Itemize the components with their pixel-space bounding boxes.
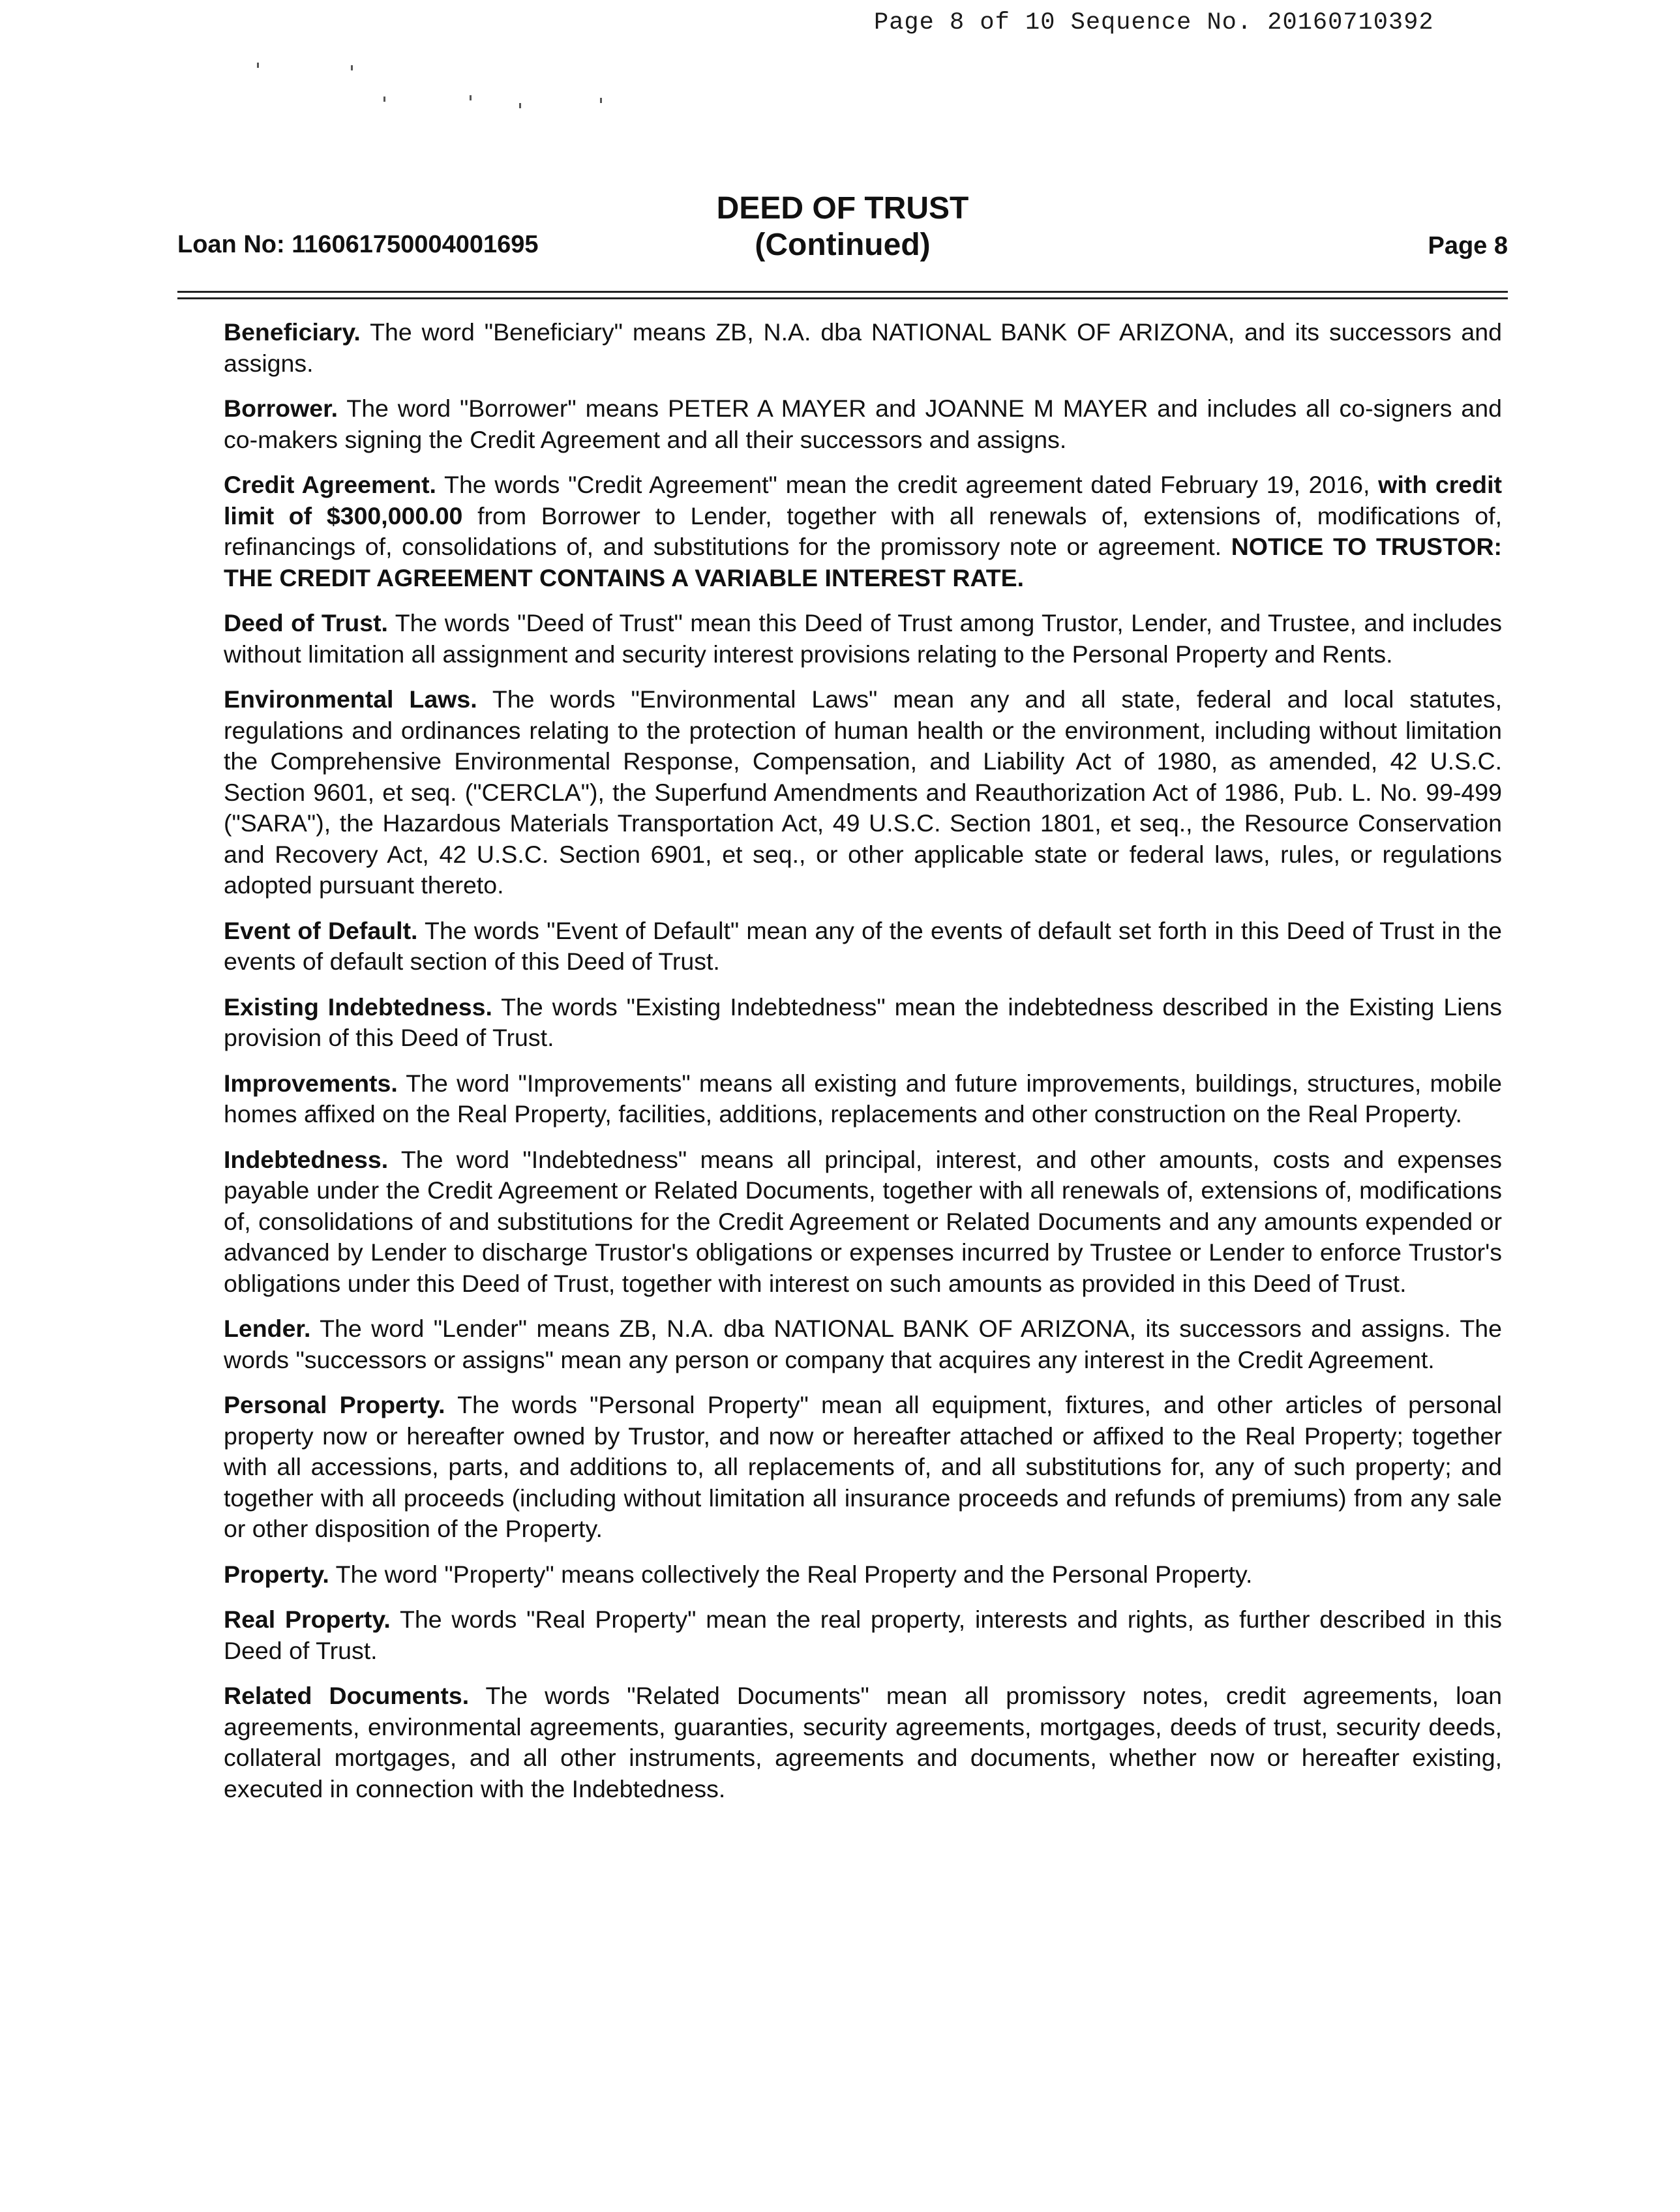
- scan-speck: [600, 98, 602, 103]
- page-number: Page 8: [1428, 232, 1508, 260]
- title: DEED OF TRUST: [716, 191, 969, 226]
- definition-real-property: [224, 1604, 1502, 1666]
- definition-property: [224, 1559, 1502, 1591]
- document-header: [177, 190, 1508, 269]
- definition-text: The words "Credit Agreement" mean the credit agreement dated February 19, 2016,: [444, 471, 1370, 498]
- definition-text: The words "Event of Default" mean any of the events of default set forth in this Deed of Trust in the events of default section of this Deed of Trust.: [224, 916, 1502, 975]
- definition-term: Beneficiary.: [224, 318, 361, 346]
- definition-text: The word "Lender" means ZB, N.A. dba NATIONAL BANK OF ARIZONA, its successors and assigns. The words "successors or assigns" mean any person or company that acquires any interest in the Credit Agreement.: [224, 1315, 1502, 1373]
- scan-speck: [470, 95, 472, 100]
- definition-indebtedness: [224, 1144, 1502, 1300]
- definition-term: Event of Default.: [224, 916, 418, 944]
- loan-value: 116061750004001695: [292, 231, 539, 258]
- scan-speck: [519, 103, 521, 108]
- definition-text: The word "Beneficiary" means ZB, N.A. dba NATIONAL BANK OF ARIZONA, and its successors and assigns.: [224, 318, 1502, 377]
- definition-personal-property: [224, 1390, 1502, 1545]
- definition-existing-indebtedness: [224, 992, 1502, 1054]
- definitions-section: [224, 317, 1502, 1819]
- definition-improvements: [224, 1068, 1502, 1130]
- definition-term: Related Documents.: [224, 1682, 470, 1709]
- definition-term: Real Property.: [224, 1606, 391, 1633]
- scan-speck: [257, 63, 259, 68]
- definition-term: Deed of Trust.: [224, 609, 388, 636]
- definition-text: The word "Borrower" means PETER A MAYER and JOANNE M MAYER and includes all co-signers and co-makers signing the Credit Agreement and all their successors and assigns.: [224, 395, 1502, 453]
- definition-text: The words "Environmental Laws" mean any and all state, federal and local statutes, regulations and ordinances relating to the protection of human health or the environment, including without limitation the Comprehensive Environmental Response, Compensation, and Liability Act of 1980, as amended, 42 U.S.C. Section 9601, et seq. ("CERCLA"), the Superfund Amendments and Reauthorization Act of 1986, Pub. L. No. 99-499 ("SARA"), the Hazardous Materials Transportation Act, 49 U.S.C. Section 1801, et seq., the Resource Conservation and Recovery Act, 42 U.S.C. Section 6901, et seq., or other applicable state or federal laws, rules, or regulations adopted pursuant thereto.: [224, 685, 1502, 899]
- definition-borrower: [224, 393, 1502, 455]
- header-rule-bottom: [177, 297, 1508, 299]
- definition-term: Credit Agreement.: [224, 471, 436, 498]
- definition-beneficiary: [224, 317, 1502, 379]
- definition-deed-of-trust: [224, 608, 1502, 670]
- definition-text: The word "Improvements" means all existing and future improvements, buildings, structures, mobile homes affixed on the Real Property, facilities, additions, replacements and other construction on the Real Property.: [224, 1069, 1502, 1128]
- definition-lender: [224, 1313, 1502, 1375]
- definition-text: from Borrower to Lender, together with all renewals of, extensions of, modifications of, refinancings of, consolidations of, and substitutions for the promissory note or agreement.: [224, 501, 1502, 560]
- definition-text: The words "Deed of Trust" mean this Deed of Trust among Trustor, Lender, and Trustee, and includes without limitation all assignment and security interest provisions relating to the Personal Property and Rents.: [224, 609, 1502, 668]
- recording-stamp: Page 8 of 10 Sequence No. 20160710392: [874, 9, 1434, 37]
- definition-text: The word "Indebtedness" means all principal, interest, and other amounts, costs and expenses payable under the Credit Agreement or Related Documents, together with all renewals of, extensions of, modifications of, consolidations of and substitutions for the Credit Agreement or Related Documents and any amounts expended or advanced by Lender to discharge Trustor's obligations or expenses incurred by Trustee or Lender to enforce Trustor's obligations under this Deed of Trust, together with interest on such amounts as provided in this Deed of Trust.: [224, 1145, 1502, 1297]
- definition-credit-agreement: [224, 470, 1502, 593]
- definition-term: Lender.: [224, 1315, 311, 1342]
- header-rule-top: [177, 291, 1508, 293]
- document-title: [177, 190, 1508, 263]
- definition-term: Existing Indebtedness.: [224, 993, 492, 1021]
- credit-limit: with credit limit of $300,000.00: [224, 471, 1502, 530]
- definition-term: Personal Property.: [224, 1391, 445, 1418]
- definition-term: Indebtedness.: [224, 1145, 389, 1173]
- definition-related-documents: [224, 1681, 1502, 1804]
- definition-text: The words "Personal Property" mean all equipment, fixtures, and other articles of personal property now or hereafter owned by Trustor, and now or hereafter attached or affixed to the Real Property; together with all accessions, parts, and additions to, all replacements of, and all substitutions for, any of such property; and together with all proceeds (including without limitation all insurance proceeds and refunds of premiums) from any sale or other disposition of the Property.: [224, 1391, 1502, 1542]
- scan-speck: [351, 65, 353, 70]
- definition-text: The words "Related Documents" mean all promissory notes, credit agreements, loan agreements, environmental agreements, guaranties, security agreements, mortgages, deeds of trust, security deeds, collateral mortgages, and all other instruments, agreements and documents, whether now or hereafter existing, executed in connection with the Indebtedness.: [224, 1682, 1502, 1802]
- definition-text: The word "Property" means collectively the Real Property and the Personal Property.: [335, 1560, 1253, 1588]
- definition-text: The words "Existing Indebtedness" mean the indebtedness described in the Existing Liens provision of this Deed of Trust.: [224, 993, 1502, 1051]
- definition-text: The words "Real Property" mean the real property, interests and rights, as further described in this Deed of Trust.: [224, 1606, 1502, 1664]
- definition-term: Property.: [224, 1560, 329, 1588]
- variable-rate-notice: NOTICE TO TRUSTOR: THE CREDIT AGREEMENT CONTAINS A VARIABLE INTEREST RATE.: [224, 533, 1503, 591]
- subtitle: (Continued): [755, 228, 931, 262]
- definition-event-of-default: [224, 916, 1502, 978]
- scan-speck: [383, 97, 385, 102]
- definition-term: Improvements.: [224, 1069, 398, 1097]
- definition-environmental-laws: [224, 684, 1502, 901]
- definition-term: Environmental Laws.: [224, 685, 477, 713]
- definition-term: Borrower.: [224, 395, 338, 422]
- loan-label: Loan No:: [177, 231, 285, 258]
